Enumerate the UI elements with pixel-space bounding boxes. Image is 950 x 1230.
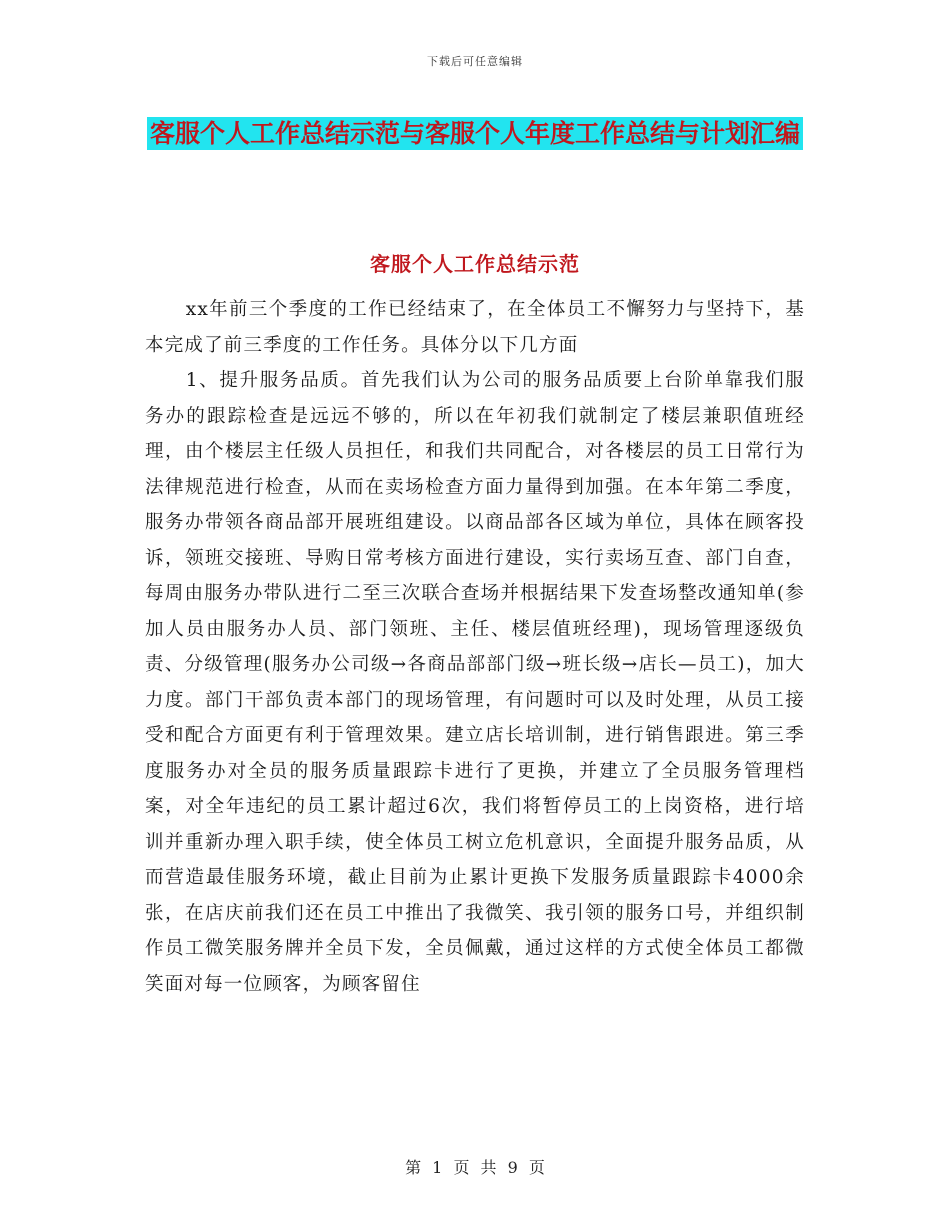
document-title-text: 客服个人工作总结示范与客服个人年度工作总结与计划汇编 xyxy=(147,117,803,150)
section-title: 客服个人工作总结示范 xyxy=(370,252,580,276)
body-paragraph-service-quality: 1、提升服务品质。首先我们认为公司的服务品质要上台阶单靠我们服务办的跟踪检查是远远不够的，所以在年初我们就制定了楼层兼职值班经理，由个楼层主任级人员担任，和我们共同配合，对各楼层的员工日常行为法律规范进行检查，从而在卖场检查方面力量得到加强。在本年第二季度，服务办带领各商品部开展班组建设。以商品部各区域为单位，具体在顾客投诉，领班交接班、导购日常考核方面进行建设，实行卖场互查、部门自查，每周由服务办带队进行二至三次联合查场并根据结果下发查场整改通知单(参加人员由服务办人员、部门领班、主任、楼层值班经理)，现场管理逐级负责、分级管理(服务办公司级→各商品部部门级→班长级→店长—员工)，加大力度。部门干部负责本部门的现场管理，有问题时可以及时处理，从员工接受和配合方面更有利于管理效果。建立店长培训制，进行销售跟进。第三季度服务办对全员的服务质量跟踪卡进行了更换，并建立了全员服务管理档案，对全年违纪的员工累计超过6次，我们将暂停员工的上岗资格，进行培训并重新办理入职手续，使全体员工树立危机意识，全面提升服务品质，从而营造最佳服务环境，截止目前为止累计更换下发服务质量跟踪卡4000余张，在店庆前我们还在员工中推出了我微笑、我引领的服务口号，并组织制作员工微笑服务牌并全员下发，全员佩戴，通过这样的方式使全体员工都微笑面对每一位顾客，为顾客留住 xyxy=(145,370,805,995)
document-title xyxy=(140,110,810,158)
body-paragraph-intro: xx年前三个季度的工作已经结束了，在全体员工不懈努力与坚持下，基本完成了前三季度的工作任务。具体分以下几方面 xyxy=(145,299,805,356)
page-header-note: 下载后可任意编辑 xyxy=(427,55,523,68)
document-body xyxy=(145,292,805,1002)
page-number-footer: 第 1 页 共 9 页 xyxy=(405,1158,545,1177)
